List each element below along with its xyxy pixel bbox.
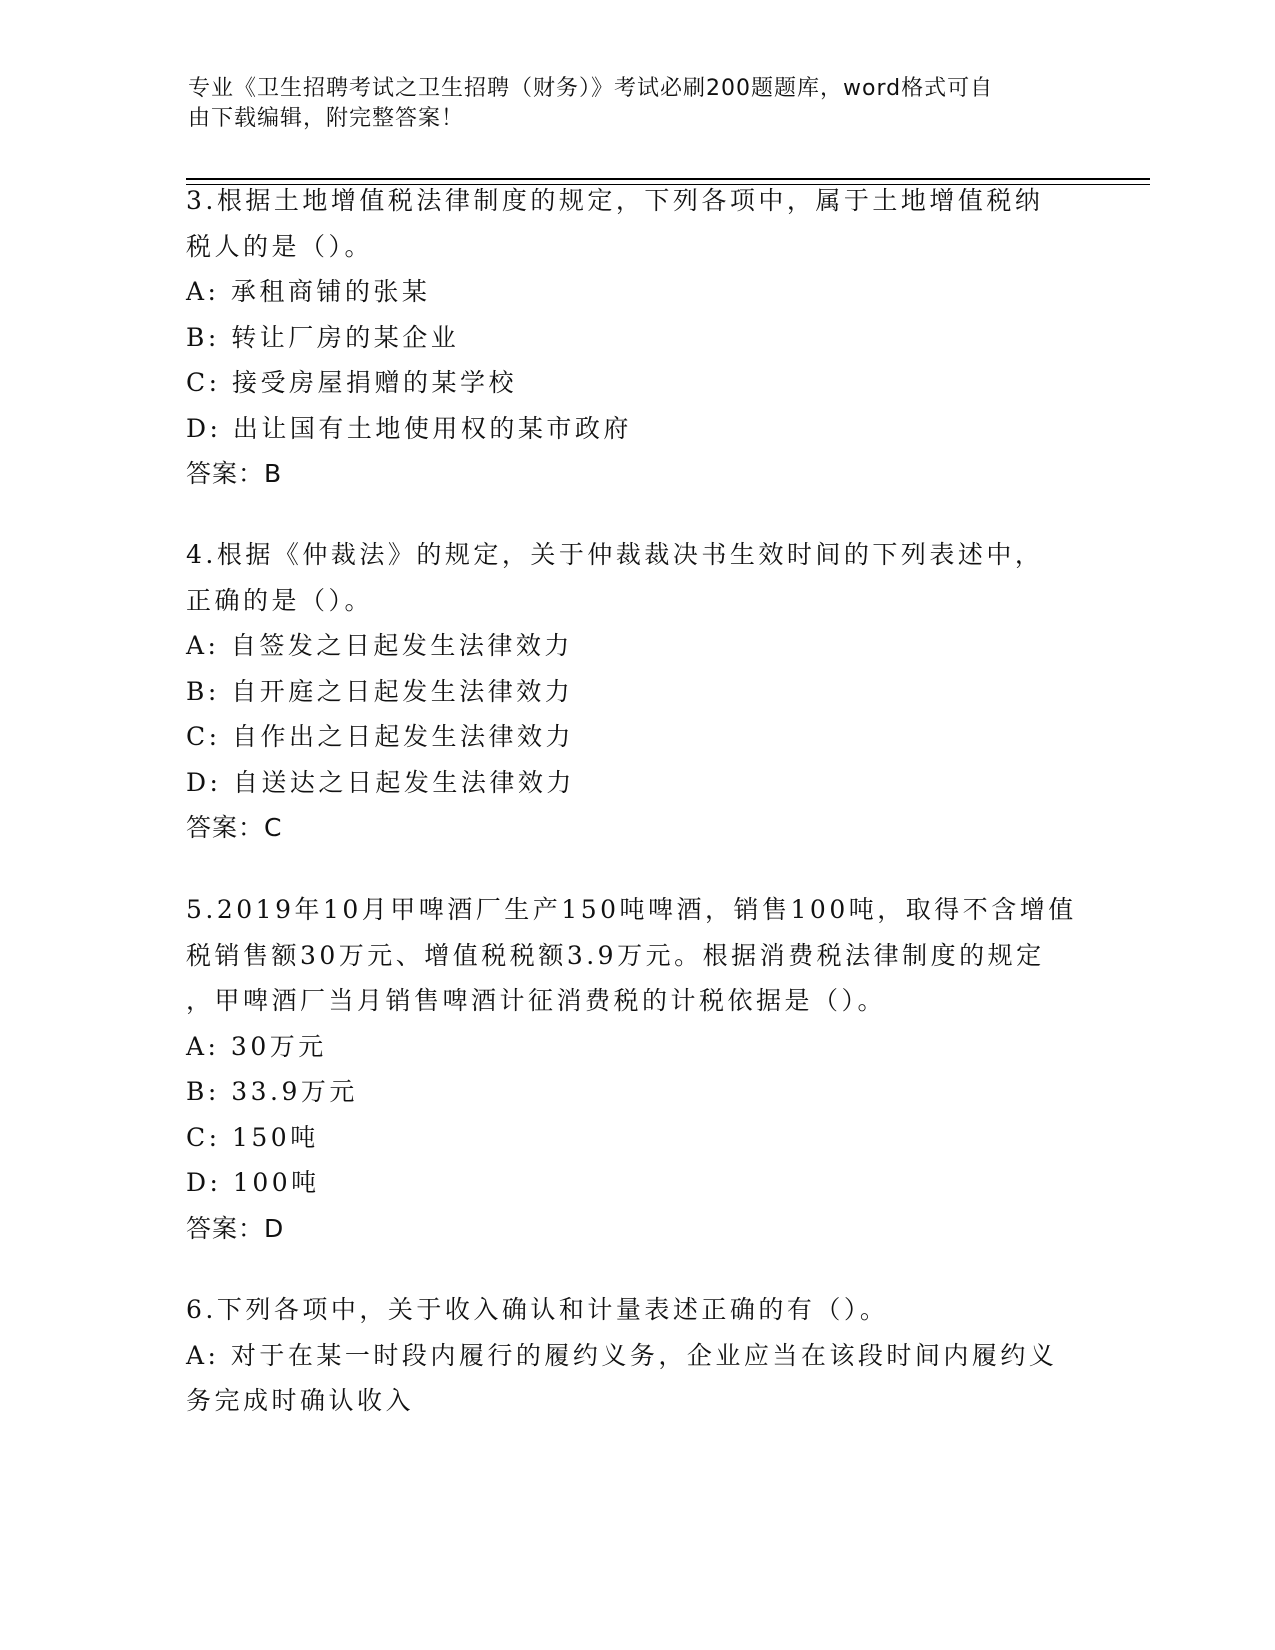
option-d: D: 自送达之日起发生法律效力 (186, 767, 575, 797)
question-text: 6.下列各项中，关于收入确认和计量表述正确的有（）。 (186, 1295, 889, 1324)
question-text: 5.2019年10月甲啤酒厂生产150吨啤酒，销售100吨，取得不含增值 (186, 895, 1077, 924)
answer-label: 答案：B (186, 459, 283, 488)
question-text: 4.根据《仲裁法》的规定，关于仲裁裁决书生效时间的下列表述中， (186, 540, 1044, 569)
answer-label: 答案：D (186, 1213, 285, 1243)
question-text: 税销售额30万元、增值税税额3.9万元。根据消费税法律制度的规定 (186, 940, 1045, 970)
question-4 (186, 532, 1086, 851)
option-a: A: 对于在某一时段内履行的履约义务，企业应当在该段时间内履约义 (186, 1340, 1058, 1370)
header-line-2: 由下载编辑，附完整答案！ (188, 106, 465, 131)
option-a: A: 承租商铺的张某 (186, 277, 431, 306)
header-line-1: 专业《卫生招聘考试之卫生招聘（财务）》考试必刷200题题库，word格式可自 (188, 76, 994, 101)
option-d: D: 100吨 (186, 1168, 320, 1197)
option-c: C: 150吨 (186, 1122, 319, 1152)
option-d: D: 出让国有土地使用权的某市政府 (186, 413, 632, 443)
question-6 (186, 1287, 1086, 1424)
option-c: C: 自作出之日起发生法律效力 (186, 722, 574, 751)
question-text: 3.根据土地增值税法律制度的规定，下列各项中，属于土地增值税纳 (186, 186, 1044, 215)
option-a: A: 自签发之日起发生法律效力 (186, 631, 573, 660)
option-b: B: 33.9万元 (186, 1077, 358, 1106)
question-text: 正确的是（）。 (186, 585, 374, 615)
question-5 (186, 887, 1086, 1251)
option-b: B: 转让厂房的某企业 (186, 322, 460, 352)
option-b: B: 自开庭之日起发生法律效力 (186, 676, 574, 706)
answer-label: 答案：C (186, 813, 283, 842)
option-a-continued: 务完成时确认收入 (186, 1386, 415, 1415)
option-a: A: 30万元 (186, 1031, 327, 1061)
question-text: 税人的是（）。 (186, 231, 374, 261)
question-text: ，甲啤酒厂当月销售啤酒计征消费税的计税依据是（）。 (186, 986, 887, 1015)
option-c: C: 接受房屋捐赠的某学校 (186, 368, 517, 397)
question-3 (186, 178, 1086, 497)
document-header (188, 74, 1088, 134)
